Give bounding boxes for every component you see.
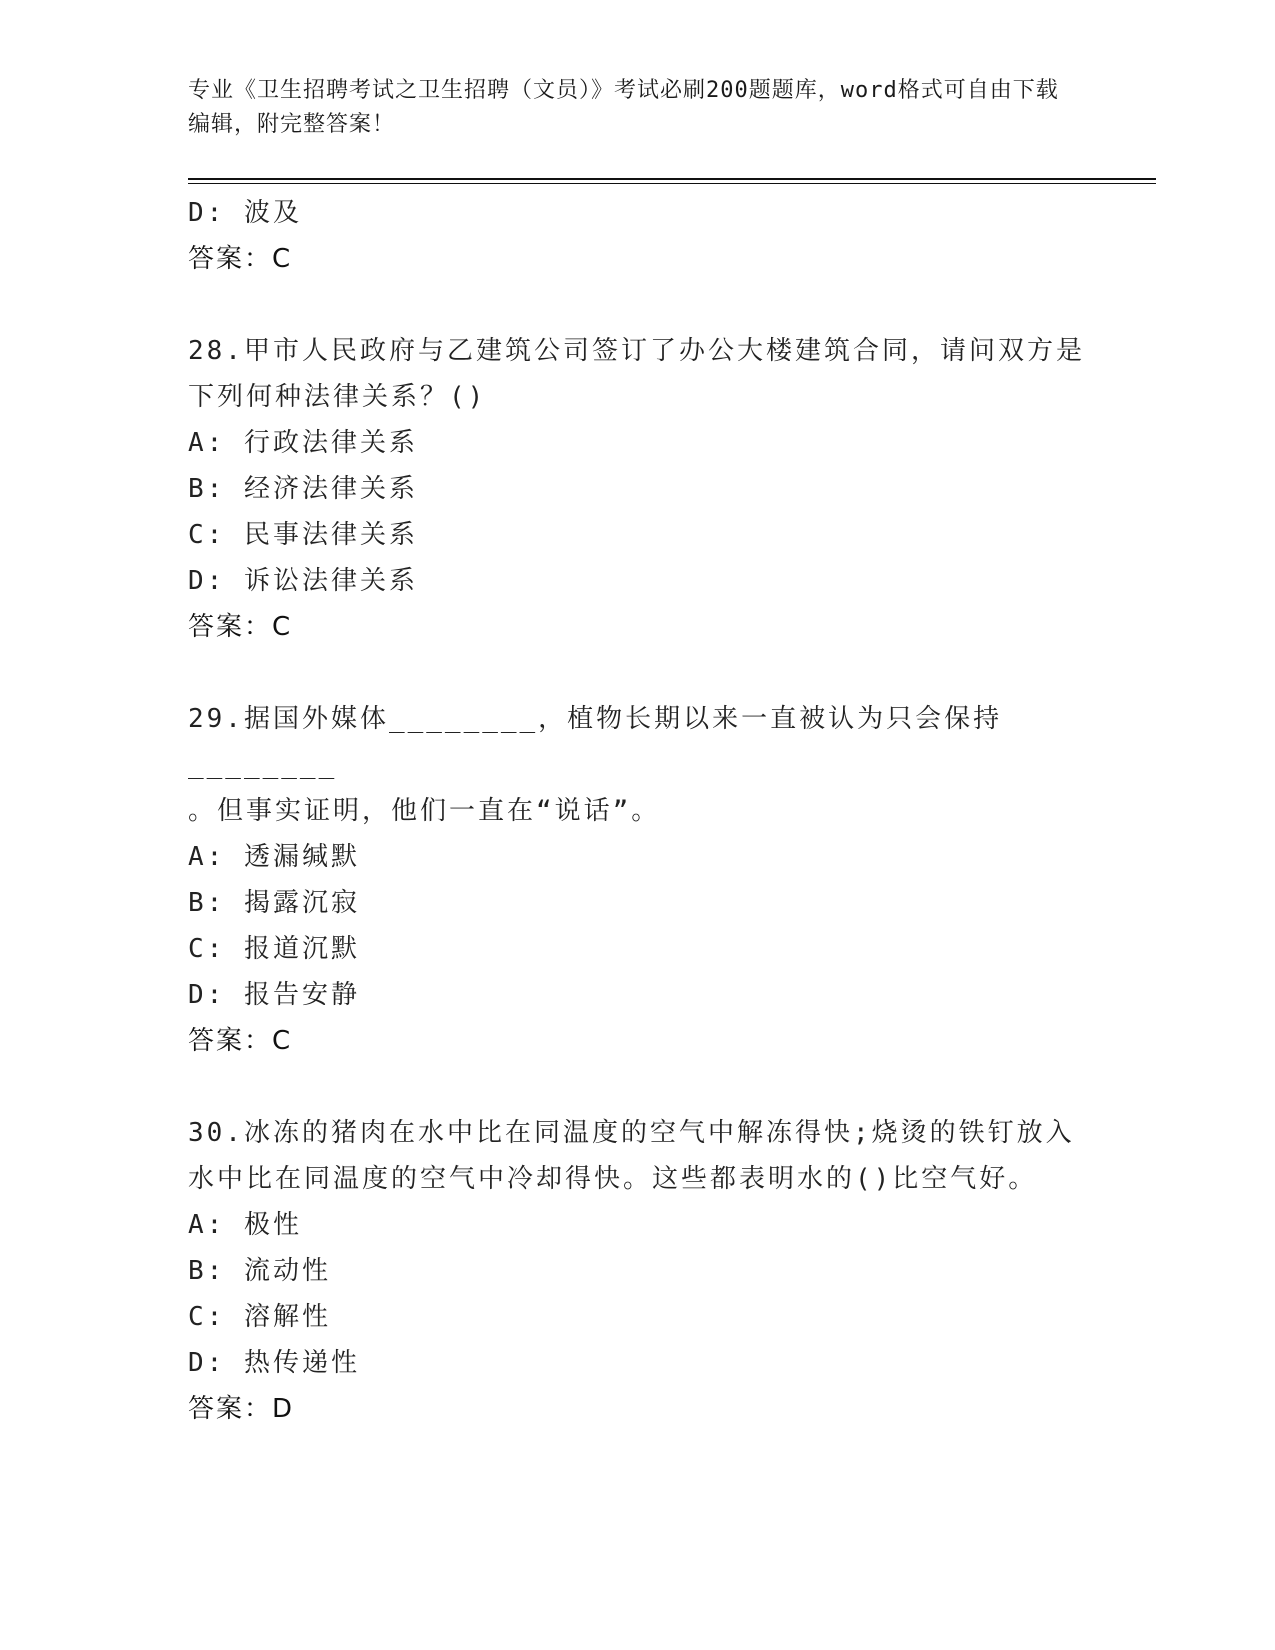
answer-line: 答案：D <box>188 1394 295 1424</box>
answer-line: 答案：C <box>188 612 293 642</box>
option-a: A: 透漏缄默 <box>188 842 360 872</box>
question-block <box>188 696 1088 1064</box>
option-b: B: 揭露沉寂 <box>188 888 360 918</box>
spacer <box>188 1064 1088 1110</box>
option-a: A: 行政法律关系 <box>188 428 418 458</box>
option-d: D: 报告安静 <box>188 980 360 1010</box>
question-stem-line: 水中比在同温度的空气中冷却得快。这些都表明水的()比空气好。 <box>188 1164 1038 1194</box>
spacer <box>188 650 1088 696</box>
header-rule-thick <box>188 178 1156 180</box>
option-d: D: 诉讼法律关系 <box>188 566 418 596</box>
option-c: C: 溶解性 <box>188 1302 331 1332</box>
option-c: C: 报道沉默 <box>188 934 360 964</box>
option-b: B: 流动性 <box>188 1256 331 1286</box>
option-d: D: 热传递性 <box>188 1348 360 1378</box>
question-content <box>188 190 1088 1432</box>
prev-answer: 答案：C <box>188 244 293 274</box>
question-stem-line: 29.据国外媒体________，植物长期以来一直被认为只会保持________ <box>188 704 1003 780</box>
option-c: C: 民事法律关系 <box>188 520 418 550</box>
option-a: A: 极性 <box>188 1210 302 1240</box>
answer-line: 答案：C <box>188 1026 293 1056</box>
spacer <box>188 282 1088 328</box>
question-stem-line: 28.甲市人民政府与乙建筑公司签订了办公大楼建筑合同，请问双方是 <box>188 336 1085 366</box>
document-header: 专业《卫生招聘考试之卫生招聘（文员）》考试必刷200题题库，word格式可自由下载编辑，附完整答案！ <box>188 78 1059 137</box>
question-stem-line: 。但事实证明，他们一直在“说话”。 <box>188 796 661 826</box>
header-rule-thin <box>188 183 1156 184</box>
question-block <box>188 1110 1088 1432</box>
question-stem-line: 30.冰冻的猪肉在水中比在同温度的空气中解冻得快;烧烫的铁钉放入 <box>188 1118 1075 1148</box>
option-b: B: 经济法律关系 <box>188 474 418 504</box>
prev-option-d: D: 波及 <box>188 198 302 228</box>
question-stem-line: 下列何种法律关系？() <box>188 382 487 412</box>
question-block <box>188 328 1088 650</box>
